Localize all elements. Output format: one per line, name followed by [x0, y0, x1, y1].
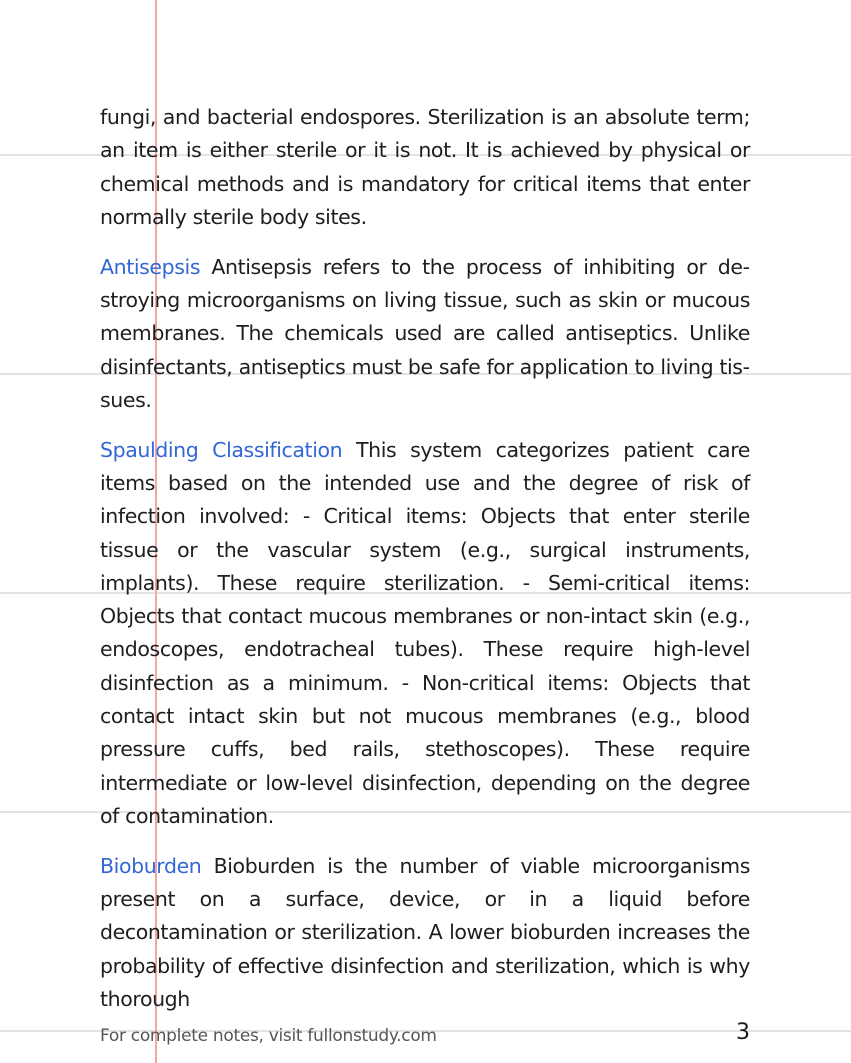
page-number: 3 — [736, 1020, 750, 1045]
paragraph-sterilization-continued — [100, 101, 750, 234]
footer-website-note: For complete notes, visit fullonstudy.com — [100, 1026, 437, 1046]
notes-body — [100, 101, 750, 1033]
paragraph-text: Antisepsis refers to the process of inhibiting or destroying microorganisms on living tissue, such as skin or mucous membranes. The chemicals used are called antiseptics. Unlike disinfectants, antiseptics must be safe for application to living tissues. — [100, 254, 750, 412]
paragraph-text: This system categorizes patient care items based on the intended use and the degree of risk of infection involved: - Critical items: Objects that enter sterile tissue or the vascular system (e.g., surgical instruments, implants). These require sterilization. - Semi-critical items: Objects that contact mucous membranes or non-intact skin (e.g., endoscopes, endotracheal tubes). These require high-level disinfection as a minimum. - Non-critical items: Objects that contact intact skin but not mucous membranes (e.g., blood pressure cuffs, bed rails, stethoscopes). These require intermediate or low-level disinfection, depending on the degree of contamination. — [100, 437, 750, 828]
paragraph-text: fungi, and bacterial endospores. Sterilization is an absolute term; an item is either sterile or it is not. It is achieved by physical or chemical methods and is mandatory for critical items that enter normally sterile body sites. — [100, 105, 750, 229]
paragraph-spaulding-classification — [100, 434, 750, 834]
term-heading: Antisepsis — [100, 254, 201, 279]
paragraph-text: Bioburden is the number of viable microorganisms present on a surface, device, or in a liquid before decontamination or sterilization. A lower bioburden increases the probability of effective disinfection and sterilization, which is why thorough — [100, 853, 751, 1011]
paragraph-antisepsis — [100, 251, 750, 417]
paragraph-bioburden — [100, 850, 750, 1016]
term-heading: Bioburden — [100, 853, 202, 878]
term-heading: Spaulding Classification — [100, 437, 343, 462]
